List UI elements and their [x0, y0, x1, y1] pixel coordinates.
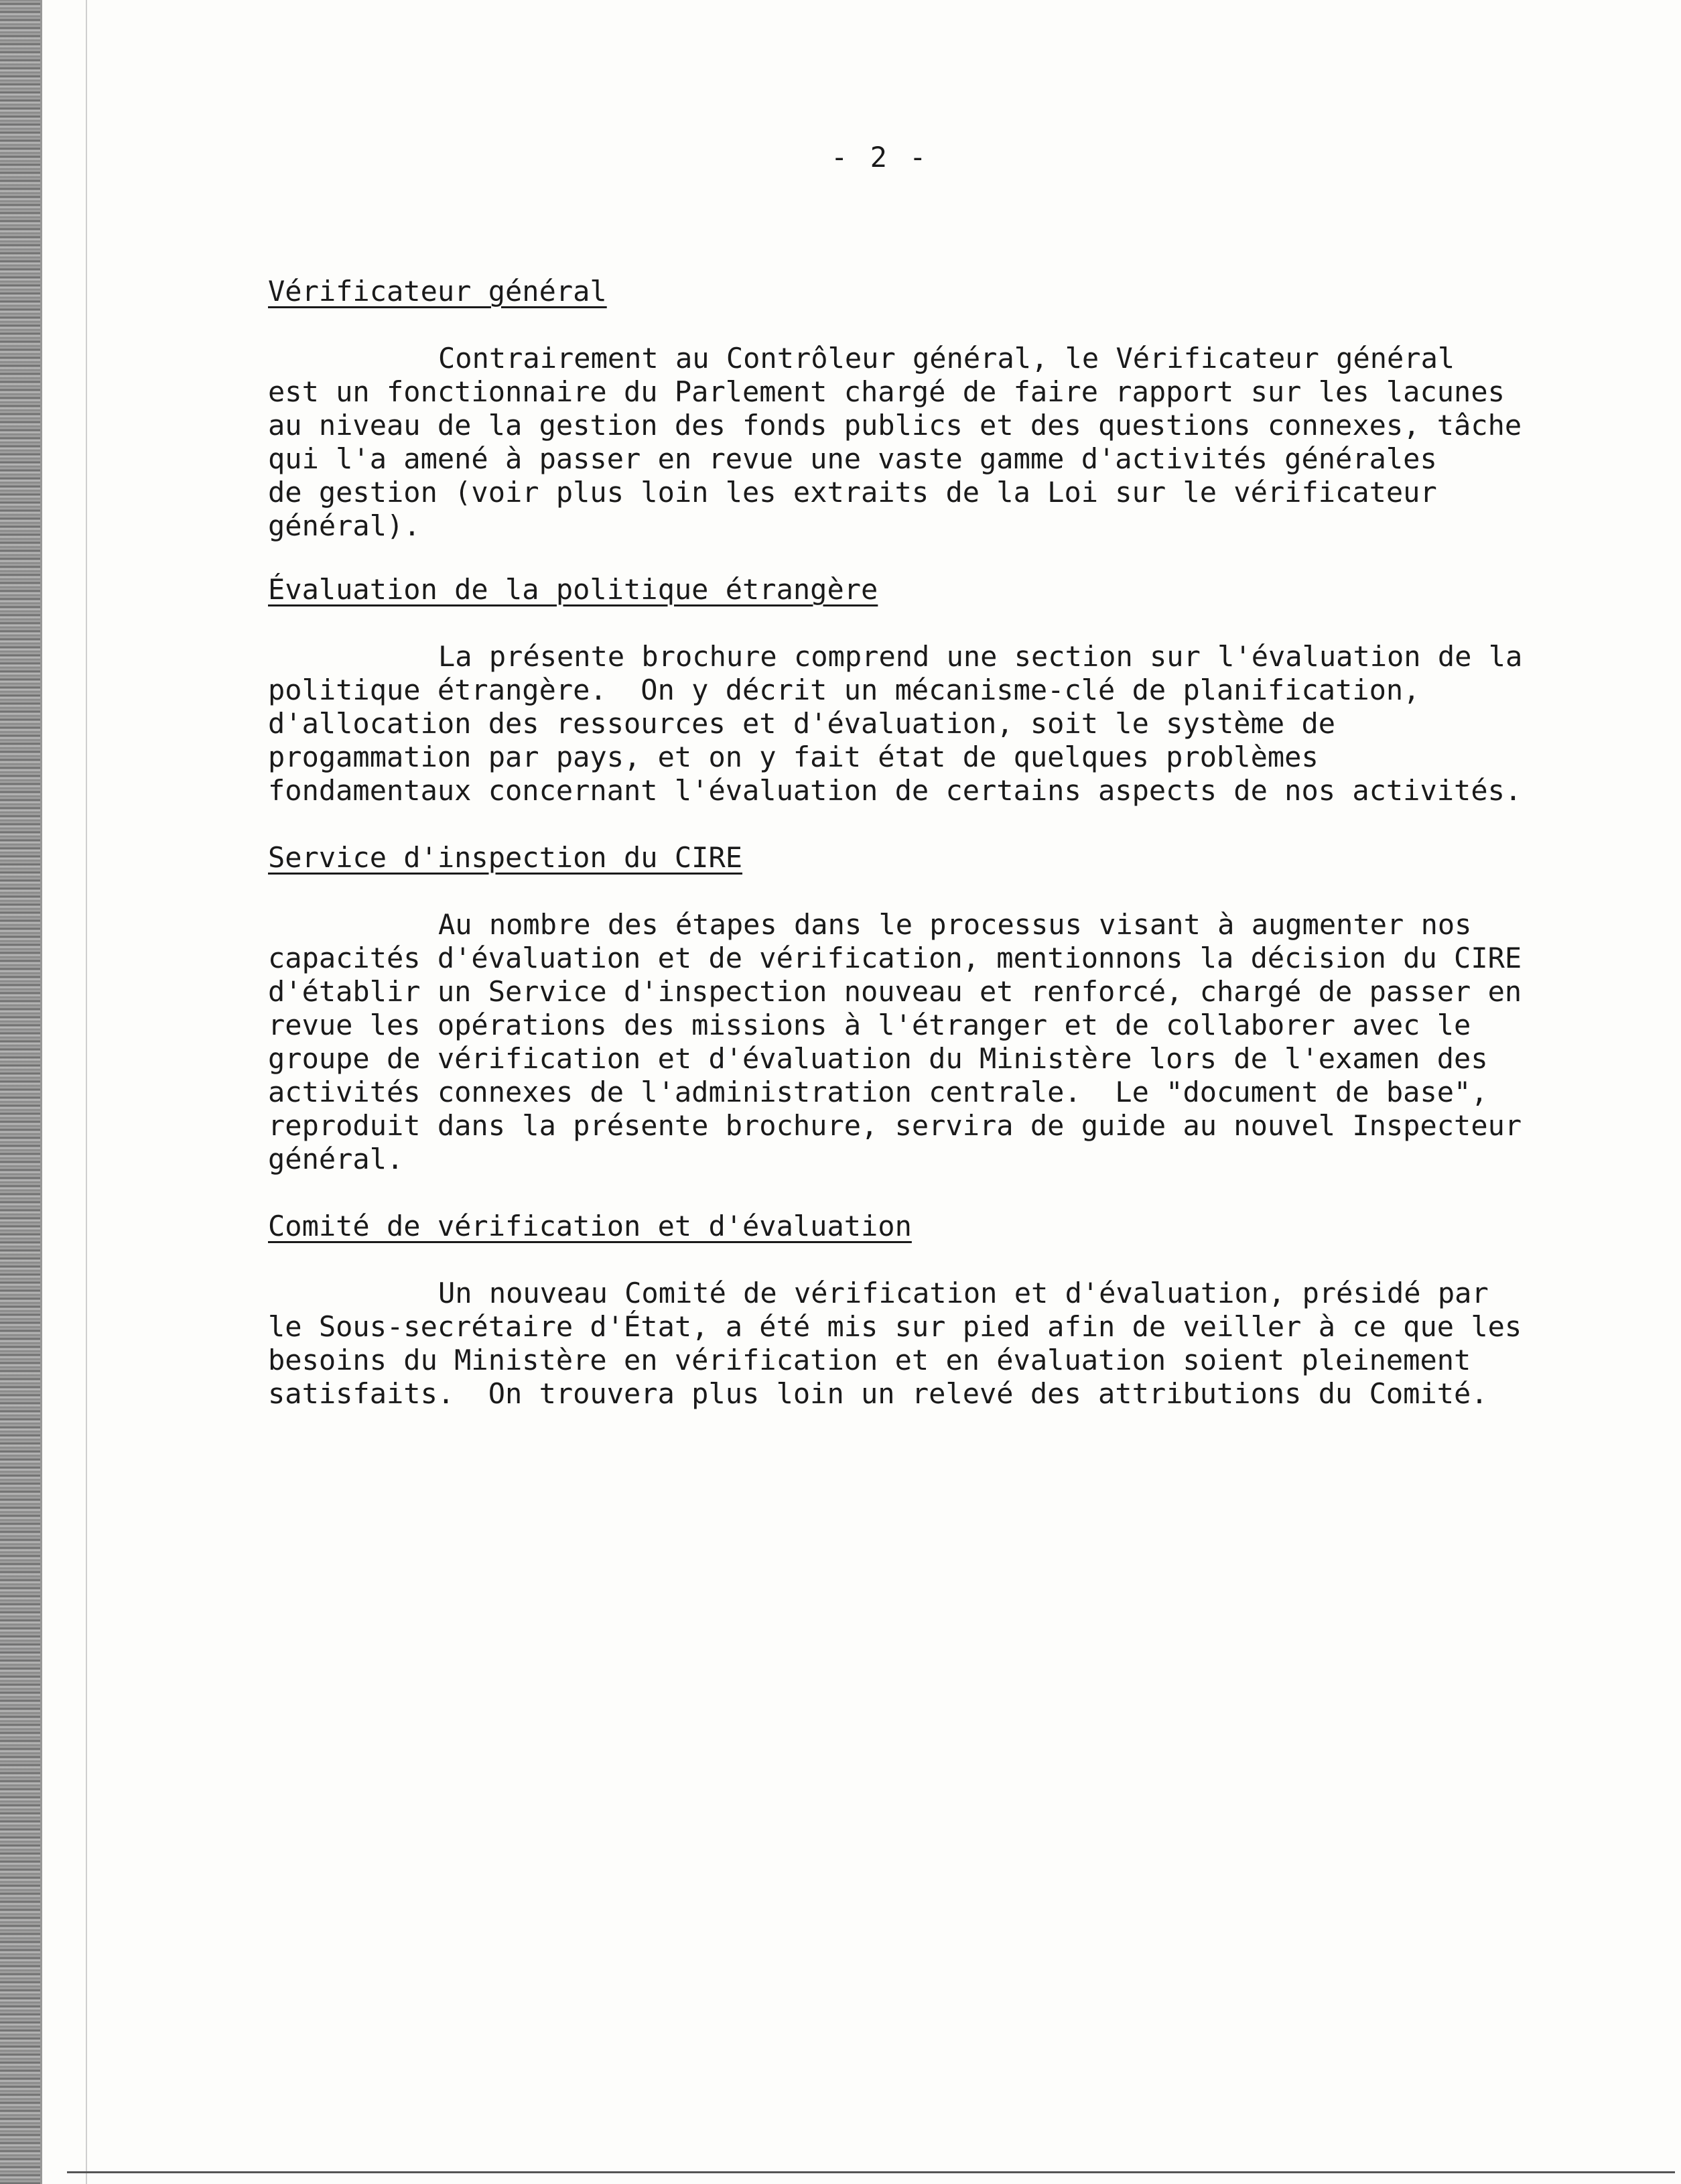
binding-strip — [0, 0, 40, 2184]
paragraph-line: fondamentaux concernant l'évaluation de certains aspects de nos activités. — [268, 774, 1522, 807]
paragraph-line: revue les opérations des missions à l'étranger et de collaborer avec le — [268, 1009, 1471, 1041]
paragraph-line: Au nombre des étapes dans le processus visant à augmenter nos — [438, 908, 1472, 941]
paragraph-line: au niveau de la gestion des fonds publics et des questions connexes, tâche — [268, 409, 1522, 442]
paragraph-line: reproduit dans la présente brochure, servira de guide au nouvel Inspecteur — [268, 1109, 1522, 1142]
page-number: - 2 - — [831, 141, 929, 174]
section-paragraph-service-inspection — [268, 908, 1541, 1176]
paragraph-line: La présente brochure comprend une section sur l'évaluation de la — [438, 640, 1523, 673]
paragraph-line: d'allocation des ressources et d'évaluation, soit le système de — [268, 707, 1336, 740]
paragraph-line: capacités d'évaluation et de vérification, mentionnons la décision du CIRE — [268, 942, 1522, 974]
paragraph-line: Contrairement au Contrôleur général, le Vérificateur général — [438, 342, 1455, 375]
paragraph-line: est un fonctionnaire du Parlement chargé de faire rapport sur les lacunes — [268, 375, 1505, 408]
section-paragraph-comite-verification — [268, 1277, 1541, 1411]
paragraph-line: qui l'a amené à passer en revue une vaste gamme d'activités générales — [268, 442, 1437, 475]
section-heading-verificateur-general: Vérificateur général — [268, 275, 607, 308]
binding-edge — [40, 0, 42, 2184]
paragraph-line: politique étrangère. On y décrit un mécanisme-clé de planification, — [268, 673, 1420, 706]
paragraph-line: satisfaits. On trouvera plus loin un relevé des attributions du Comité. — [268, 1377, 1488, 1410]
section-heading-comite-verification: Comité de vérification et d'évaluation — [268, 1210, 912, 1242]
paragraph-line: de gestion (voir plus loin les extraits de la Loi sur le vérificateur — [268, 476, 1437, 509]
paragraph-line: activités connexes de l'administration centrale. Le "document de base", — [268, 1076, 1488, 1108]
paragraph-line: progammation par pays, et on y fait état de quelques problèmes — [268, 741, 1319, 773]
paragraph-line: d'établir un Service d'inspection nouveau et renforcé, chargé de passer en — [268, 975, 1522, 1008]
section-paragraph-verificateur-general — [268, 342, 1541, 543]
bottom-rule — [67, 2171, 1675, 2173]
paragraph-line: Un nouveau Comité de vérification et d'évaluation, présidé par — [438, 1277, 1489, 1309]
paragraph-line: général. — [268, 1143, 404, 1175]
paragraph-line: le Sous-secrétaire d'État, a été mis sur pied afin de veiller à ce que les — [268, 1310, 1522, 1343]
paragraph-line: groupe de vérification et d'évaluation du Ministère lors de l'examen des — [268, 1042, 1488, 1075]
section-heading-service-inspection: Service d'inspection du CIRE — [268, 841, 743, 874]
paragraph-line: besoins du Ministère en vérification et en évaluation soient pleinement — [268, 1344, 1471, 1376]
section-paragraph-evaluation-politique — [268, 640, 1541, 808]
margin-line — [86, 0, 87, 2184]
section-heading-evaluation-politique: Évaluation de la politique étrangère — [268, 573, 878, 606]
paragraph-line: général). — [268, 509, 421, 542]
